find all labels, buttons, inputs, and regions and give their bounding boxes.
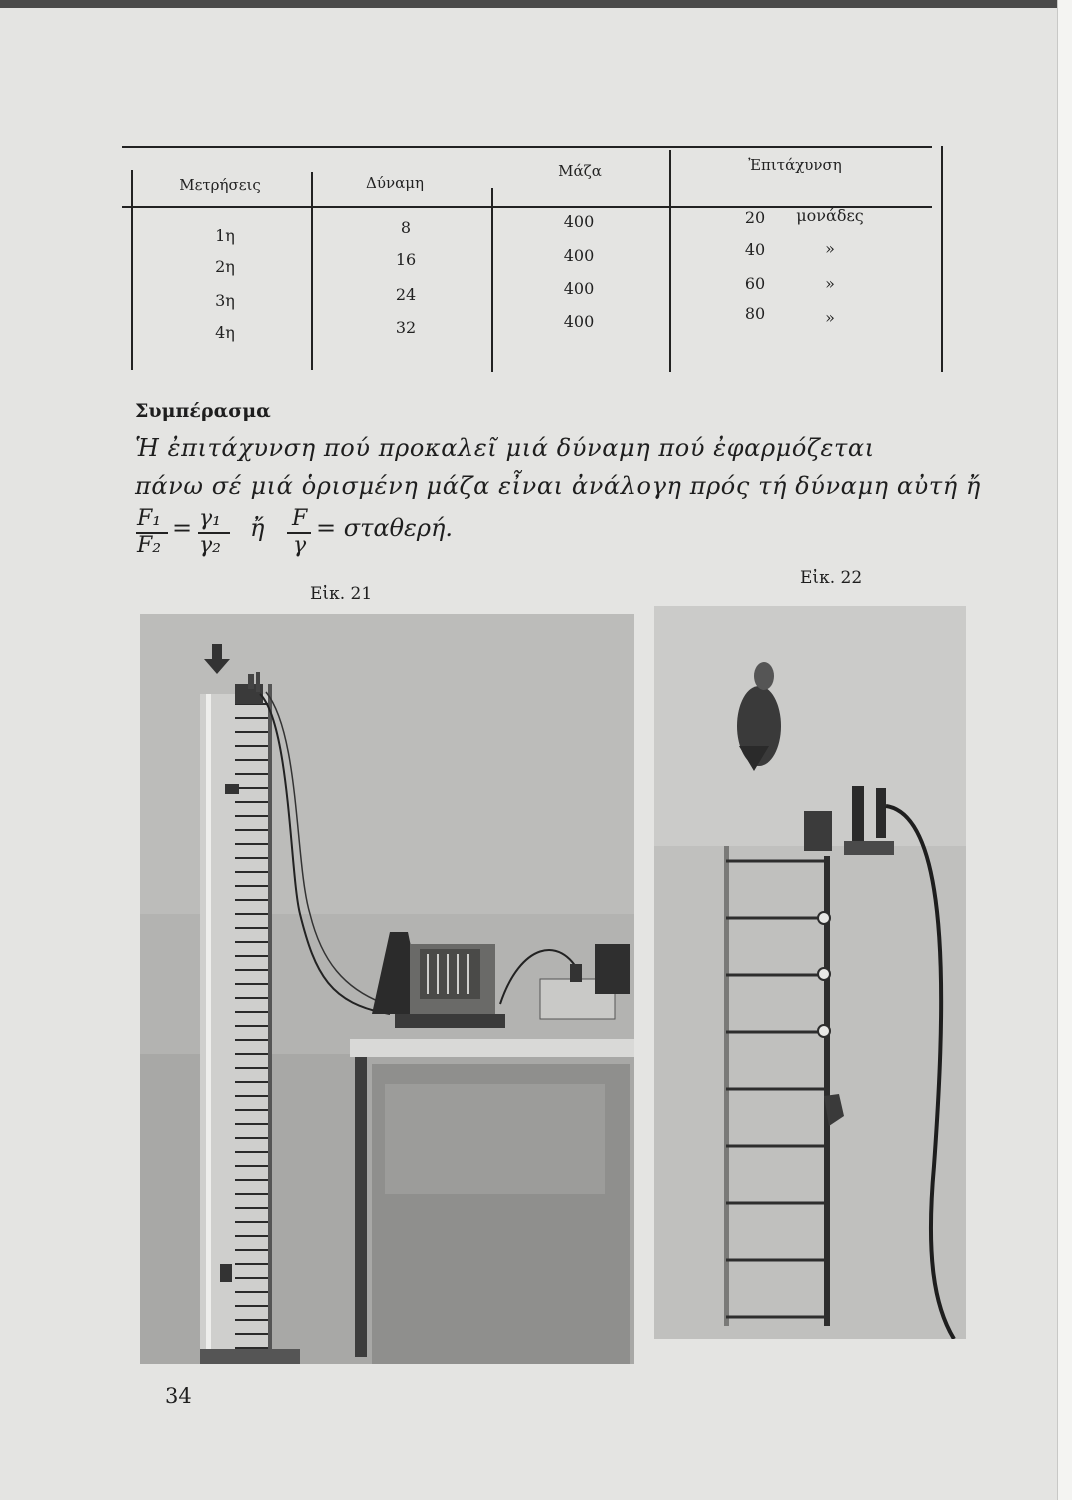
figure-21-caption: Εἰκ. 21 — [310, 584, 373, 604]
figure-22-caption: Εἰκ. 22 — [800, 568, 863, 588]
cell-force: 16 — [395, 250, 417, 269]
cell-mass: 400 — [563, 212, 595, 231]
cell-unit: » — [825, 239, 835, 258]
cell-mass: 400 — [563, 312, 595, 331]
figure-21-illustration — [140, 614, 634, 1364]
cell-force: 8 — [400, 218, 412, 237]
conclusion-line-1: Ἡ ἐπιτάχυνση πού προκαλεῖ μιά δύναμη πού ἐφαρμόζεται — [135, 434, 875, 462]
table-col-line — [941, 146, 943, 372]
formula-f1: F₁ — [137, 506, 162, 531]
formula-f2: F₂ — [137, 533, 162, 558]
conclusion-heading: Συμπέρασμα — [135, 400, 271, 422]
cell-force: 24 — [395, 285, 417, 304]
page-number: 34 — [165, 1384, 192, 1408]
table-top-rule — [122, 146, 932, 148]
cell-measurement: 3η — [215, 291, 235, 310]
formula-F: F — [292, 506, 308, 531]
header-acceleration: Ἐπιτάχυνση — [748, 156, 842, 174]
cell-measurement: 2η — [215, 257, 235, 276]
cell-force: 32 — [395, 318, 417, 337]
formula-constant: = σταθερή. — [316, 514, 454, 542]
cell-measurement: 1η — [215, 226, 235, 245]
cell-acceleration: 60 — [744, 274, 766, 293]
cell-unit: » — [825, 308, 835, 327]
cell-acceleration: 40 — [744, 240, 766, 259]
header-measurements: Μετρήσεις — [179, 176, 261, 194]
formula-g2: γ₂ — [199, 533, 221, 558]
table-col-line — [311, 172, 313, 370]
cell-unit: » — [825, 274, 835, 293]
formula-g1: γ₁ — [199, 506, 221, 531]
figure-22-photo — [654, 606, 966, 1339]
top-scan-border — [0, 0, 1072, 8]
cell-measurement: 4η — [215, 323, 235, 342]
table-col-line — [669, 150, 671, 372]
cell-mass: 400 — [563, 246, 595, 265]
formula-equals: = — [172, 514, 193, 542]
cell-unit: μονάδες — [796, 206, 864, 225]
formula-or: ἤ — [250, 514, 265, 542]
table-col-line — [131, 170, 133, 370]
cell-acceleration: 80 — [744, 304, 766, 323]
figure-21-photo — [140, 614, 634, 1364]
header-mass: Μάζα — [558, 162, 602, 180]
conclusion-line-2: πάνω σέ μιά ὁρισμένη μάζα εἶναι ἀνάλογη πρός τή δύναμη αὐτή ἤ — [135, 472, 981, 500]
table-col-line — [491, 188, 493, 372]
cell-mass: 400 — [563, 279, 595, 298]
header-force: Δύναμη — [366, 174, 424, 192]
cell-acceleration: 20 — [744, 208, 766, 227]
figure-22-illustration — [654, 606, 966, 1339]
formula-g: γ — [293, 533, 307, 558]
right-page-edge — [1057, 0, 1072, 1500]
